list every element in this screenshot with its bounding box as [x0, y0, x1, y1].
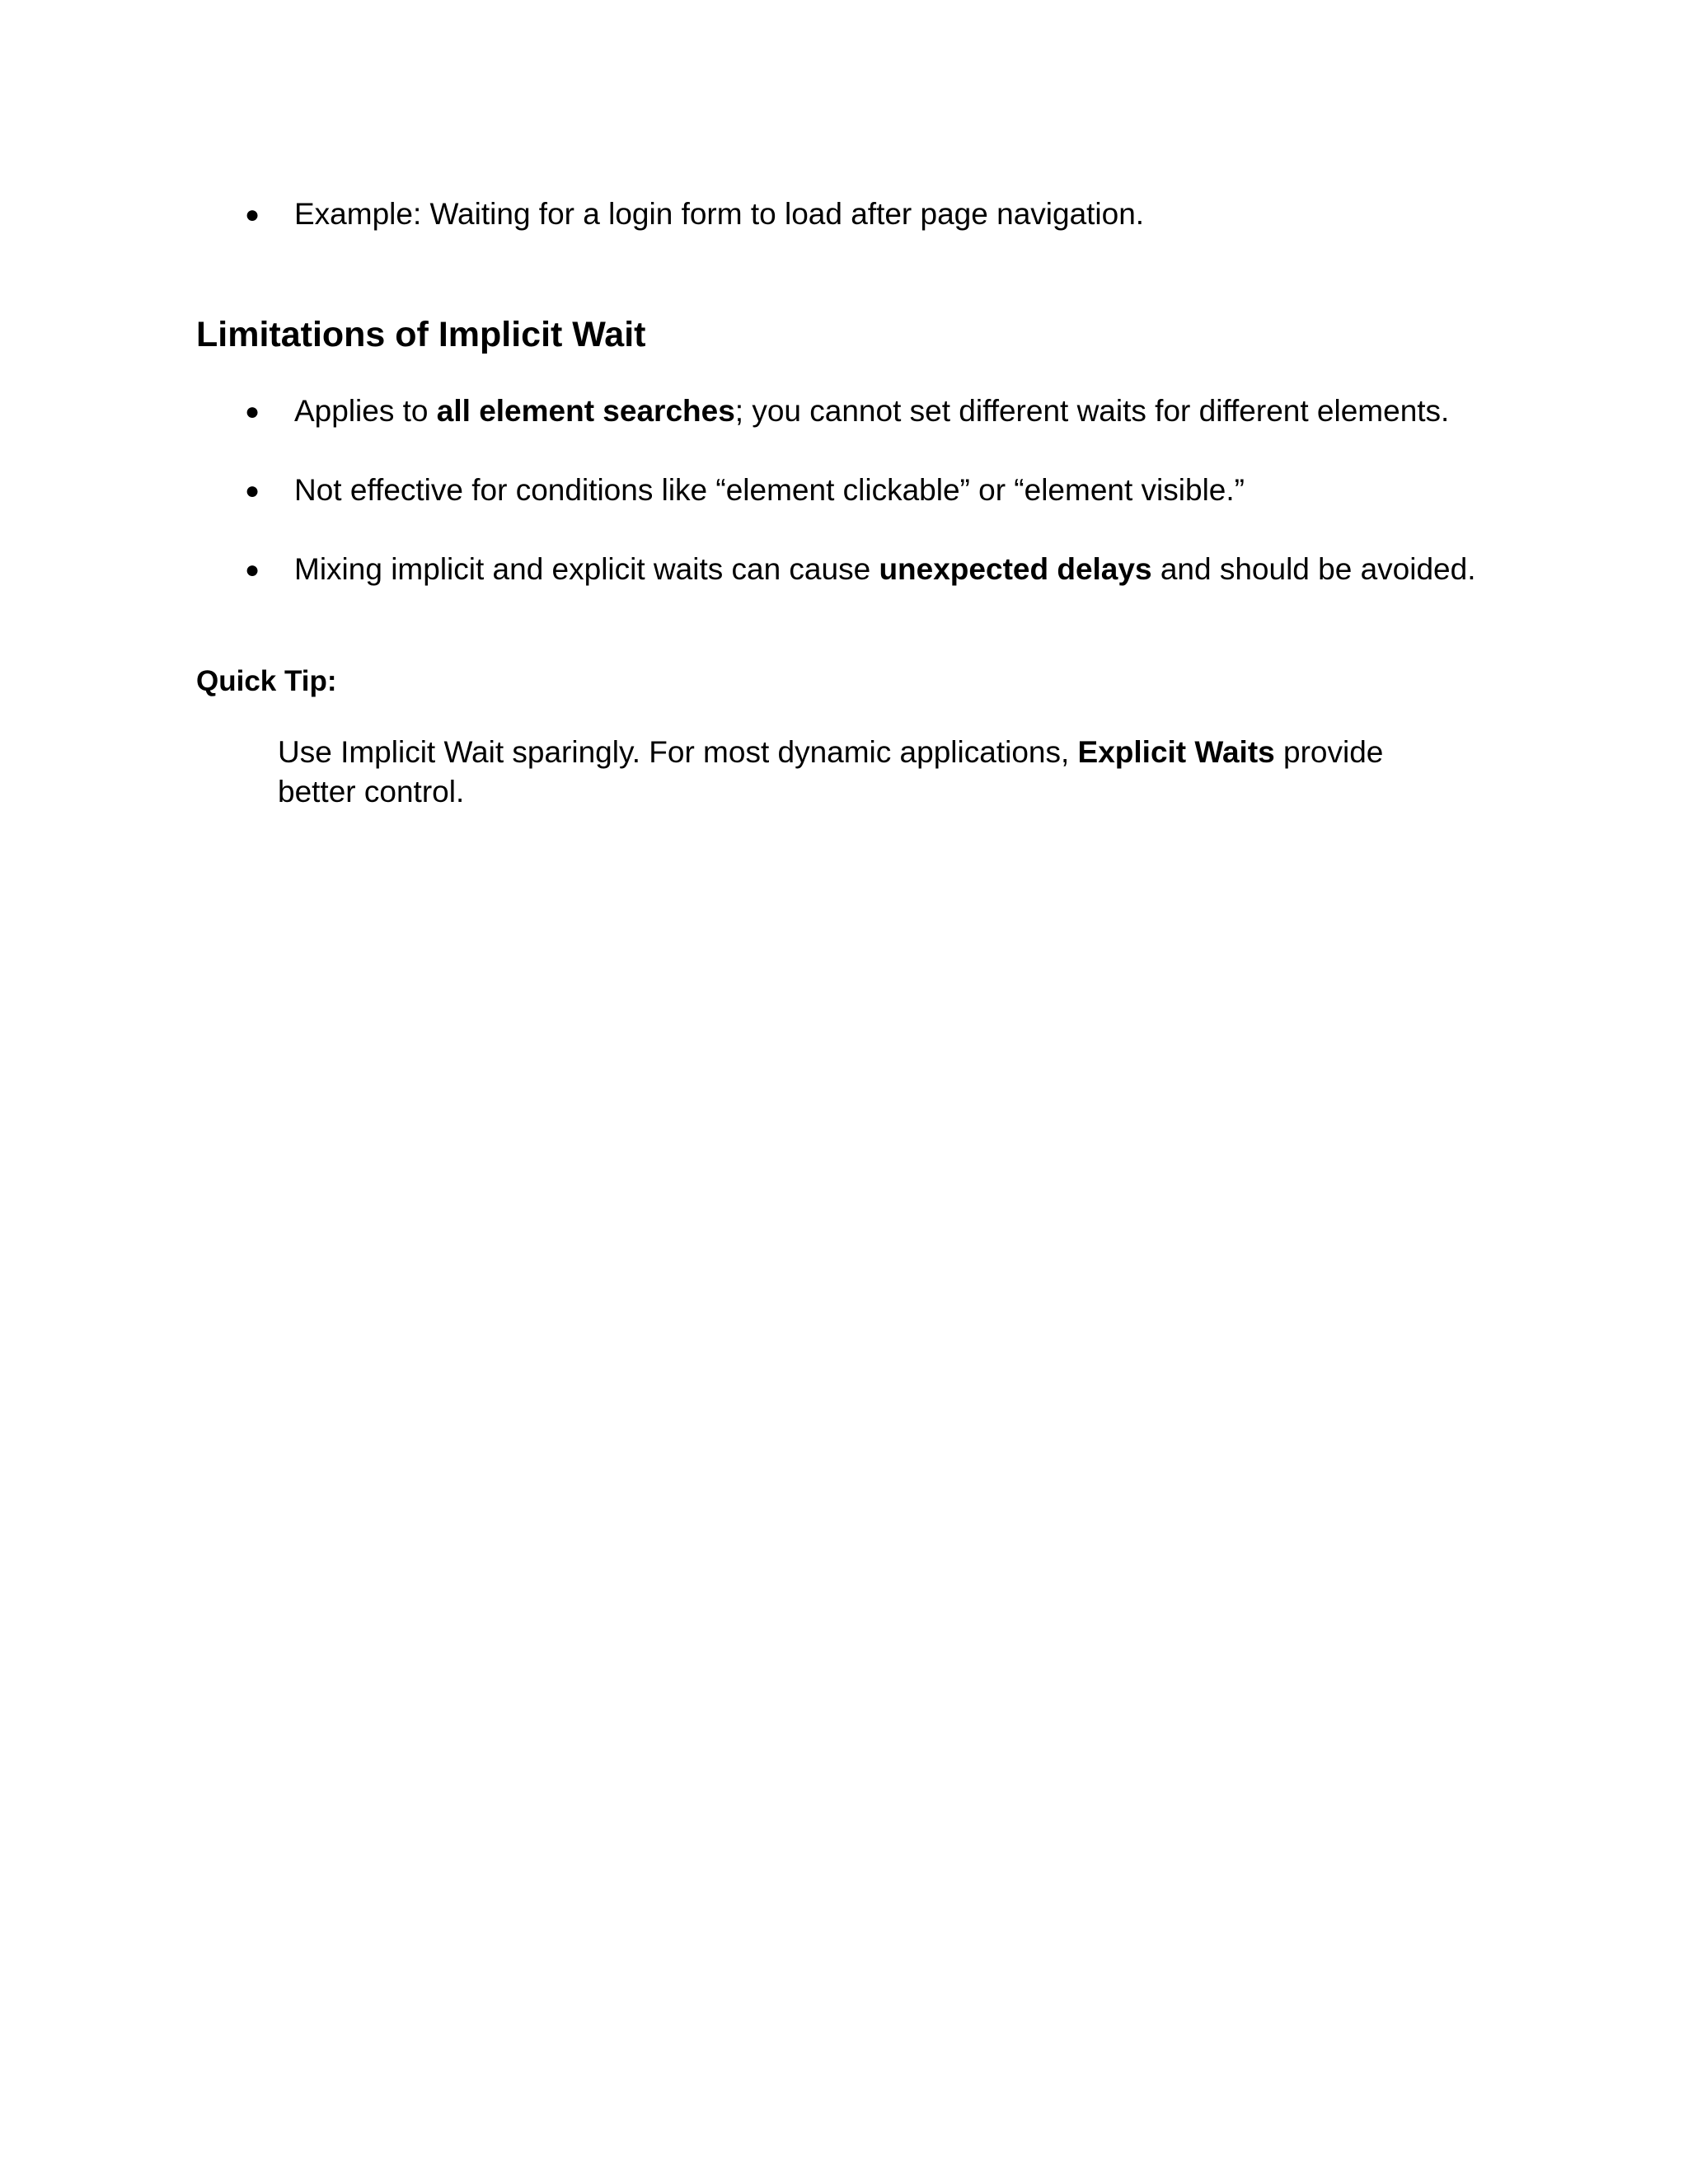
limitation-item-3-before: Mixing implicit and explicit waits can cause: [294, 552, 879, 586]
quick-tip-line-1-bold: Explicit Waits: [1077, 735, 1275, 769]
bullet-icon: ●: [245, 398, 260, 425]
quick-tip-heading: Quick Tip:: [196, 665, 337, 697]
bullet-icon: ●: [245, 477, 260, 504]
limitation-item-3-after: and should be avoided.: [1151, 552, 1476, 586]
quick-tip-line-2: better control.: [278, 775, 465, 808]
quick-tip-line-1: [278, 733, 1383, 772]
limitation-item-2: [294, 471, 1245, 510]
limitation-item-1-before: Applies to: [294, 394, 437, 428]
bullet-icon: ●: [245, 201, 260, 228]
quick-tip-line-1-after: provide: [1274, 735, 1384, 769]
limitation-item-1: [294, 391, 1449, 431]
intro-bullet-text: Example: Waiting for a login form to load after page navigation.: [294, 197, 1145, 231]
section-heading-limitations: Limitations of Implicit Wait: [196, 315, 646, 354]
bullet-icon: ●: [245, 556, 260, 583]
limitation-item-1-bold: all element searches: [436, 394, 735, 428]
limitation-item-3: [294, 550, 1475, 589]
quick-tip-line-1-before: Use Implicit Wait sparingly. For most dynamic applications,: [278, 735, 1078, 769]
limitation-item-1-after: ; you cannot set different waits for different elements.: [734, 394, 1450, 428]
limitation-item-2-before: Not effective for conditions like “element clickable” or “element visible.”: [294, 473, 1245, 507]
limitation-item-3-bold: unexpected delays: [879, 552, 1152, 586]
